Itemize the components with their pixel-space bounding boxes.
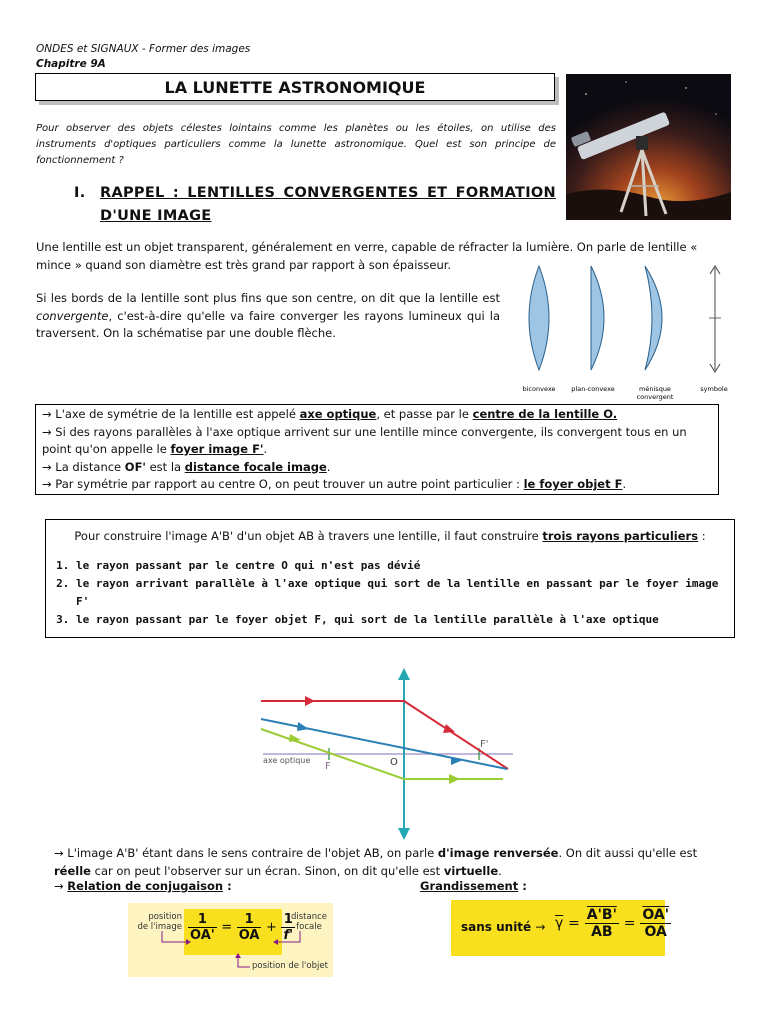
object-position-note: position de l'objet [252,961,328,971]
grandissement-heading: Grandissement : [420,879,527,893]
page-title: LA LUNETTE ASTRONOMIQUE [35,73,555,101]
para2-em: convergente [36,308,109,323]
convergent-paragraph [36,290,500,343]
label-biconvexe: biconvexe [522,385,556,393]
unit-note: sans unité → [461,920,546,934]
biconvex-lens [529,266,549,370]
conjugation-formula [128,903,333,977]
telescope-photo [566,74,731,220]
lens-definition: Une lentille est un objet transparent, généralement en verre, capable de réfracter la lumière. On parle de lentille « mince » quand son diamètre est très grand par rapport à son épaisseur. [36,240,698,272]
relation-label: Relation de conjugaison [67,879,224,893]
intro-text: Pour observer des objets célestes lointains comme les planètes ou les étoiles, on utilise des instruments d'optiques particuliers comme la lunette astronomique. Quel est son principe de fonctionnement ? [36,123,556,166]
term-distance-focale: distance focale image [184,459,327,474]
label-symbole: symbole [700,385,728,393]
para2-after: , c'est-à-dire qu'elle va faire converger les rayons lumineux qui la traversent. On la schématise par une double flèche. [36,308,500,340]
term-reelle: réelle [54,863,91,878]
conjugation-equation: $\frac{1}{OA'}$ = $\frac{1}{OA}$ + $\frac{1}{f'}$ [190,912,294,943]
course-header: ONDES et SIGNAUX - Former des images [36,43,251,55]
definition-line-2: → Si des rayons parallèles à l'axe optique arrivent sur une lentille mince convergente, ils convergent tous en un point qu'on appelle le foyer image F'. [42,424,687,456]
definitions-box [35,404,719,495]
magnification-formula [451,900,669,956]
section-number: I. [74,185,86,201]
axis-label: axe optique [263,756,311,765]
label-menisque: ménisque [639,385,671,393]
image-position-note: position de l'image [137,912,182,932]
term-foyer-image: foyer image F' [170,442,264,456]
center-O-label: O [390,757,398,768]
focus-Fprime-label: F' [480,739,489,750]
ray-item: 3. le rayon passant par le foyer objet F, qui sort de la lentille parallèle à l'axe optique [76,611,734,629]
term-image-renversee: d'image renversée [437,846,559,860]
term-virtuelle: virtuelle [443,863,499,878]
conclusion-text: → L'image A'B' étant dans le sens contraire de l'objet AB, on parle d'image renversée. On dit aussi qu'elle est réelle car on peut l'observer sur un écran. Sinon, on dit qu'elle est virtuelle. [54,846,698,878]
section-heading [74,182,556,228]
grandissement-label: Grandissement [420,879,519,893]
definition-line-1: → L'axe de symétrie de la lentille est appelé axe optique, et passe par le centre de la lentille O. [42,407,618,421]
definition-line-4: → Par symétrie par rapport au centre O, on peut trouver un autre point particulier : le foyer objet F. [42,477,627,491]
ray-item: 2. le rayon arrivant parallèle à l'axe optique qui sort de la lentille en passant par le foyer image F' [76,575,734,611]
ray-item: 1. le rayon passant par le centre O qui n'est pas dévié [76,557,734,575]
definition-line-3: → La distance OF' est la distance focale image. [42,459,331,474]
section-title: RAPPEL : LENTILLES CONVERGENTES ET FORMATION D'UNE IMAGE [100,185,556,224]
relation-heading: → Relation de conjugaison : [54,879,232,893]
magnification-equation: $\overline{\gamma}$ = $\frac{A'B'}{AB}$ = $\frac{OA'}{OA}$ [555,907,669,940]
three-rays-box [45,519,735,638]
para2-before: Si les bords de la lentille sont plus fins que son centre, on dit que la lentille est [36,291,500,305]
term-foyer-objet: le foyer objet F [523,477,623,491]
focal-distance-note: distance focale [290,912,328,932]
term-trois-rayons: trois rayons particuliers [542,529,699,543]
chapter-label: Chapitre 9A [36,58,106,70]
focus-F-label: F [325,761,331,772]
rays-list [56,557,734,629]
term-axe-optique: axe optique [299,407,377,421]
lens-types-figure [505,262,745,402]
ray-diagram [255,662,525,842]
plano-convex-lens [591,266,604,370]
term-centre: centre de la lentille O. [472,407,618,421]
lens-symbol-icon [709,266,721,372]
label-convergent: convergent [636,393,674,401]
label-plan-convexe: plan-convexe [571,385,615,393]
meniscus-lens [645,266,662,370]
rays-lead: Pour construire l'image A'B' d'un objet AB à travers une lentille, il faut construire trois rayons particuliers : [74,529,706,543]
